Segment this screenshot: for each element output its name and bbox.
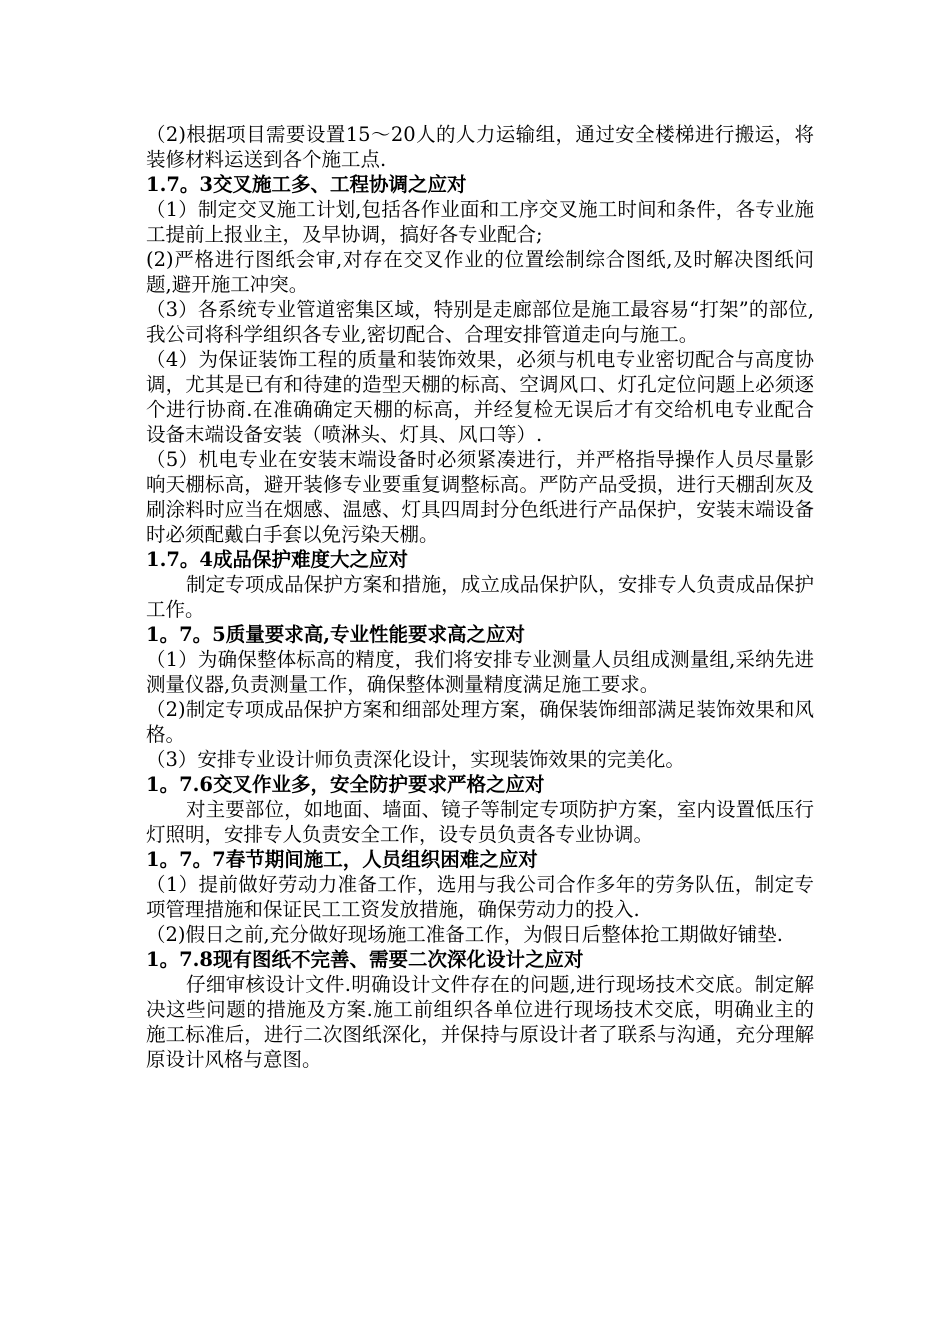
- paragraph-survey-team: （1）为确保整体标高的精度，我们将安排专业测量人员组成测量组,采纳先进测量仪器,负责测量工作，确保整体测量精度满足施工要求。: [146, 648, 814, 696]
- paragraph-detail-plan: （2)制定专项成品保护方案和细部处理方案，确保装饰细部满足装饰效果和风格。: [146, 698, 814, 746]
- paragraph-safety-protection: 对主要部位，如地面、墙面、镜子等制定专项防护方案，室内设置低压行灯照明，安排专人负责安全工作，设专员负责各专业协调。: [146, 798, 814, 846]
- paragraph-end-device-install: （5）机电专业在安装末端设备时必须紧凑进行，并严格指导操作人员尽量影响天棚标高，避开装修专业要重复调整标高。严防产品受损，进行天棚刮灰及刷涂料时应当在烟感、温感、灯具四周封分色纸进行产品保护，安装末端设备时必须配戴白手套以免污染天棚。: [146, 448, 814, 546]
- heading-1-7-4: 1.7。4成品保护难度大之应对: [146, 548, 408, 571]
- heading-1-7-6: 1。7.6交叉作业多，安全防护要求严格之应对: [146, 773, 545, 796]
- heading-1-7-7: 1。7。7春节期间施工，人员组织困难之应对: [146, 848, 538, 871]
- paragraph-labor-preparation: （1）提前做好劳动力准备工作，选用与我公司合作多年的劳务队伍，制定专项管理措施和保证民工工资发放措施，确保劳动力的投入.: [146, 873, 814, 921]
- heading-1-7-8: 1。7.8现有图纸不完善、需要二次深化设计之应对: [146, 948, 584, 971]
- document-page: [146, 122, 814, 1072]
- paragraph-product-protection: 制定专项成品保护方案和措施，成立成品保护队，安排专人负责成品保护工作。: [146, 573, 814, 621]
- heading-1-7-3: 1.7。3交叉施工多、工程协调之应对: [146, 173, 467, 196]
- paragraph-deep-design: （3）安排专业设计师负责深化设计，实现装饰效果的完美化。: [146, 748, 685, 771]
- paragraph-holiday-preparation: （2)假日之前,充分做好现场施工准备工作，为假日后整体抢工期做好铺垫.: [146, 923, 783, 946]
- paragraph-cross-construction-plan: （1）制定交叉施工计划,包括各作业面和工序交叉施工时间和条件，各专业施工提前上报业主，及早协调，搞好各专业配合;: [146, 198, 814, 246]
- paragraph-design-review: 仔细审核设计文件.明确设计文件存在的问题,进行现场技术交底。制定解决这些问题的措施及方案.施工前组织各单位进行现场技术交底，明确业主的施工标准后，进行二次图纸深化，并保持与原设计者了联系与沟通，充分理解原设计风格与意图。: [146, 973, 814, 1071]
- paragraph-labor-transport-team: （2)根据项目需要设置15～20人的人力运输组，通过安全楼梯进行搬运，将装修材料运送到各个施工点.: [146, 123, 814, 171]
- heading-1-7-5: 1。7。5质量要求高,专业性能要求高之应对: [146, 623, 525, 646]
- paragraph-drawing-review: (2)严格进行图纸会审,对存在交叉作业的位置绘制综合图纸,及时解决图纸问题,避开施工冲突。: [146, 248, 814, 296]
- paragraph-mep-coordination: （4）为保证装饰工程的质量和装饰效果，必须与机电专业密切配合与高度协调，尤其是已有和待建的造型天棚的标高、空调风口、灯孔定位问题上必须逐个进行协商.在准确确定天棚的标高，并经复检无误后才有交给机电专业配合设备末端设备安装（喷淋头、灯具、风口等）.: [146, 348, 814, 446]
- paragraph-pipeline-dense-area: （3）各系统专业管道密集区域，特别是走廊部位是施工最容易“打架”的部位,我公司将科学组织各专业,密切配合、合理安排管道走向与施工。: [146, 298, 814, 346]
